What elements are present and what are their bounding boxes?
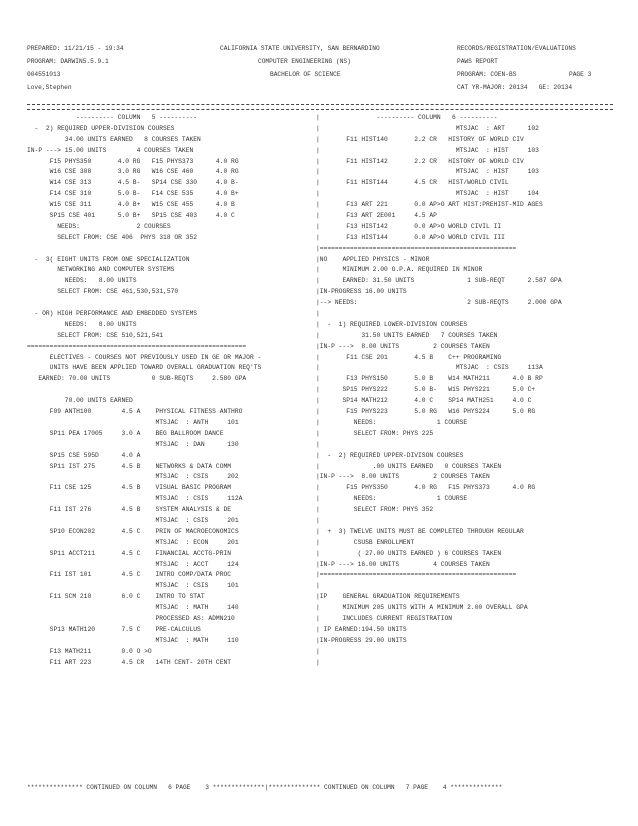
- report-line: |IN-P ---> 16.00 UNITS 4 COURSES TAKEN: [316, 560, 490, 568]
- report-line: MTSJAC : CSIS 101: [27, 582, 239, 590]
- report-line: - 3( EIGHT UNITS FROM ONE SPECIALIZATION: [27, 255, 190, 263]
- report-line: |: [316, 582, 320, 590]
- report-line: |: [316, 647, 320, 655]
- report-line: | F13 HIST142 0.0 AP>O WORLD CIVIL II: [316, 222, 502, 230]
- report-line: |IN-PROGRESS 29.00 UNITS: [316, 636, 407, 644]
- report-line: UNITS HAVE BEEN APPLIED TOWARD OVERALL GRADUATION REQ'TS: [27, 364, 262, 372]
- report-line: | MTSJAC : HIST 103: [316, 146, 539, 154]
- report-line: MTSJAC : CSIS 112A: [27, 495, 243, 503]
- student-name: Love,Stephen: [27, 84, 72, 91]
- report-line: | MTSJAC : HIST 104: [316, 190, 539, 198]
- report-line: ELECTIVES - COURSES NOT PREVIOUSLY USED IN GE OR MAJOR -: [27, 353, 262, 361]
- report-line: |: [316, 658, 320, 666]
- report-line: NEEDS: 8.00 UNITS: [27, 320, 137, 328]
- report-line: | - 1) REQUIRED LOWER-DIVISION COURSES: [316, 320, 468, 328]
- report-line: | + 3) TWELVE UNITS MUST BE COMPLETED THROUGH REGULAR: [316, 527, 524, 535]
- report-line: | F11 HIST142 2.2 CR HISTORY OF WORLD CIV: [316, 157, 524, 165]
- report-line: F11 ART 223 4.5 CR 14TH CENT- 20TH CENT: [27, 658, 232, 666]
- report-line: SP10 ECON202 4.5 C PRIN OF MACROECONOMICS: [27, 527, 239, 535]
- report-line: | MINIMUM 2.00 G.P.A. REQUIRED IN MINOR: [316, 266, 483, 274]
- report-line: | 31.50 UNITS EARNED 7 COURSES TAKEN: [316, 331, 498, 339]
- report-line: | SELECT FROM: PHYS 352: [316, 506, 434, 514]
- report-line: | F13 ART 221 0.0 AP>O ART HIST:PREHIST-MID AGES: [316, 201, 543, 209]
- report-line: - 2) REQUIRED UPPER-DIVISION COURSES: [27, 124, 175, 132]
- report-line: |====================================================: [316, 244, 517, 252]
- report-line: NEEDS: 8.00 UNITS: [27, 277, 137, 285]
- report-line: [27, 244, 320, 255]
- major-name: COMPUTER ENGINEERING (NS): [258, 58, 351, 65]
- report-line: NEEDS: 2 COURSES: [27, 222, 171, 230]
- report-line: SP11 ACCT211 4.5 C FINANCIAL ACCTG-PRIN: [27, 549, 232, 557]
- report-line: |NO APPLIED PHYSICS - MINOR: [316, 255, 430, 263]
- report-line: F11 IST 101 4.5 C INTRO COMP/DATA PROC: [27, 571, 232, 579]
- program-code: PROGRAM: COEN-BS: [457, 71, 517, 78]
- report-line: |: [316, 310, 320, 318]
- report-line: MTSJAC : MATH 140: [27, 604, 239, 612]
- report-line: F14 CSE 310 5.0 B- F14 CSE 535 4.0 B+: [27, 190, 239, 198]
- report-line: | F13 HIST144 0.0 AP>O WORLD CIVIL III: [316, 233, 505, 241]
- report-line: F15 PHYS350 4.0 RG F15 PHYS373 4.0 RG: [27, 157, 239, 165]
- student-id: 004551013: [27, 71, 61, 78]
- report-line: | F13 ART 2E001 4.5 AP: [316, 212, 437, 220]
- report-line: IN-P ---> 15.00 UNITS 4 COURSES TAKEN: [27, 146, 194, 154]
- report-column-6: [316, 113, 616, 668]
- report-line: | F11 CSE 201 4.5 B C++ PROGRAMING: [316, 353, 502, 361]
- report-line: NETWORKING AND COMPUTER SYSTEMS: [27, 266, 175, 274]
- report-line: W14 CSE 313 4.5 B- SP14 CSE 330 4.0 B-: [27, 179, 239, 187]
- report-line: |====================================================: [316, 571, 517, 579]
- prepared-date: PREPARED: 11/21/15 - 19:34: [27, 45, 124, 52]
- report-line: F11 CSE 125 4.5 B VISUAL BASIC PROGRAM: [27, 484, 232, 492]
- report-line: |--> NEEDS: 2 SUB-REQTS 2.000 GPA: [316, 299, 562, 307]
- report-line: SELECT FROM: CSE 406 PHYS 318 OR 352: [27, 233, 198, 241]
- report-line: MTSJAC : MATH 110: [27, 636, 239, 644]
- report-line: | MINIMUM 205 UNITS WITH A MINIMUM 2.00 OVERALL GPA: [316, 604, 528, 612]
- report-line: | SP14 MATH212 4.0 C SP14 MATH251 4.0 C: [316, 397, 532, 405]
- report-line: - OR) HIGH PERFORMANCE AND EMBEDDED SYSTEMS: [27, 310, 198, 318]
- report-line: | F15 PHYS350 4.0 RG F15 PHYS373 4.0 RG: [316, 484, 536, 492]
- report-line: |IN-P ---> 8.00 UNITS 2 COURSES TAKEN: [316, 473, 490, 481]
- report-line: ==========================================================: [27, 342, 247, 350]
- report-line: |IP GENERAL GRADUATION REQUIREMENTS: [316, 593, 460, 601]
- report-line: |: [316, 440, 320, 448]
- report-column-5: [27, 113, 320, 668]
- report-line: [27, 385, 320, 396]
- report-line: SP15 CSE 401 5.0 B+ SP15 CSE 403 4.0 C: [27, 212, 235, 220]
- report-line: |IN-P ---> 8.00 UNITS 2 COURSES TAKEN: [316, 342, 490, 350]
- report-line: EARNED: 70.00 UNITS 0 SUB-REQTS 2.580 GPA: [27, 375, 247, 383]
- report-line: | ---------- COLUMN 6 ----------: [316, 114, 498, 121]
- page-number: PAGE 3: [569, 71, 592, 78]
- report-line: W16 CSE 308 3.0 RG W16 CSE 460 4.0 RG: [27, 168, 239, 176]
- office-name: RECORDS/REGISTRATION/EVALUATIONS: [457, 45, 576, 52]
- report-line: | NEEDS: 1 COURSE: [316, 495, 468, 503]
- report-line: |: [316, 516, 320, 524]
- report-line: MTSJAC : CSIS 201: [27, 516, 239, 524]
- continued-footer: *************** CONTINUED ON COLUMN 6 PAGE 3 **************|************** CONTINUED ON COLUMN 7 PAGE 4 **************: [27, 784, 503, 791]
- report-line: PROCESSED AS: ADMN210: [27, 614, 235, 622]
- report-line: MTSJAC : DAN 130: [27, 440, 239, 448]
- report-name: PAWS REPORT: [457, 58, 498, 65]
- report-line: 34.00 UNITS EARNED 8 COURSES TAKEN: [27, 135, 201, 143]
- report-line: W15 CSE 311 4.0 B+ W15 CSE 455 4.0 B: [27, 201, 235, 209]
- report-line: | F11 HIST140 2.2 CR HISTORY OF WORLD CIV: [316, 135, 524, 143]
- report-line: F11 IST 276 4.5 B SYSTEM ANALYSIS & DE: [27, 506, 232, 514]
- report-line: | MTSJAC : ART 102: [316, 124, 539, 132]
- report-line: | NEEDS: 1 COURSE: [316, 418, 468, 426]
- report-line: | F15 PHYS223 5.0 RG W16 PHYS224 5.0 RG: [316, 408, 536, 416]
- report-line: | .00 UNITS EARNED 0 COURSES TAKEN: [316, 462, 502, 470]
- report-line: MTSJAC : ECON 201: [27, 538, 239, 546]
- report-line: SP11 IST 275 4.5 B NETWORKS & DATA COMM: [27, 462, 232, 470]
- report-line: F09 ANTH100 4.5 A PHYSICAL FITNESS ANTHRO: [27, 408, 243, 416]
- report-line: | IP EARNED:194.50 UNITS: [316, 625, 407, 633]
- report-line: | MTSJAC : CSIS 113A: [316, 364, 543, 372]
- report-line: | F11 HIST144 4.5 CR HIST/WORLD CIVIL: [316, 179, 509, 187]
- report-line: MTSJAC : ANTH 101: [27, 418, 239, 426]
- report-line: SP15 CSE 595D 4.0 A: [27, 451, 141, 459]
- report-line: | MTSJAC : HIST 103: [316, 168, 539, 176]
- report-line: | SELECT FROM: PHYS 225: [316, 429, 434, 437]
- report-line: | F13 PHYS150 5.0 B W14 MATH211 4.0 B RP: [316, 375, 543, 383]
- report-line: F11 SCM 210 6.0 C INTRO TO STAT: [27, 593, 205, 601]
- degree-name: BACHELOR OF SCIENCE: [270, 71, 341, 78]
- report-line: SELECT FROM: CSE 461,530,531,570: [27, 288, 179, 296]
- report-line: [27, 298, 320, 309]
- catalog-year: CAT YR-MAJOR: 20134 GE: 20134: [457, 84, 573, 91]
- report-line: F13 MATH211 0.0 O >O: [27, 647, 152, 655]
- report-line: SP11 PEA 17005 3.0 A BEG BALLROOM DANCE: [27, 429, 224, 437]
- report-line: | SP15 PHYS222 5.0 B- W15 PHYS221 5.0 C+: [316, 386, 536, 394]
- report-line: | INCLUDES CURRENT REGISTRATION: [316, 614, 453, 622]
- report-line: | CSUSB ENROLLMENT: [316, 538, 415, 546]
- report-line: | EARNED: 31.50 UNITS 1 SUB-REQT 2.587 GPA: [316, 277, 562, 285]
- report-line: 70.00 UNITS EARNED: [27, 397, 133, 405]
- report-line: ---------- COLUMN 5 ----------: [27, 114, 198, 121]
- report-line: | - 2) REQUIRED UPPER-DIVISON COURSES: [316, 451, 464, 459]
- report-line: MTSJAC : ACCT 124: [27, 560, 239, 568]
- report-line: MTSJAC : CSIS 202: [27, 473, 239, 481]
- report-line: SP13 MATH120 7.5 C PRE-CALCULUS: [27, 625, 201, 633]
- report-line: | ( 27.00 UNITS EARNED ) 6 COURSES TAKEN: [316, 549, 502, 557]
- report-line: |IN-PROGRESS 16.00 UNITS: [316, 288, 407, 296]
- report-line: SELECT FROM: CSE 510,521,541: [27, 331, 164, 339]
- header-divider: [27, 104, 613, 110]
- university-name: CALIFORNIA STATE UNIVERSITY, SAN BERNARDINO: [220, 45, 380, 52]
- program-version: PROGRAM: DARWIN5.5.9.1: [27, 58, 109, 65]
